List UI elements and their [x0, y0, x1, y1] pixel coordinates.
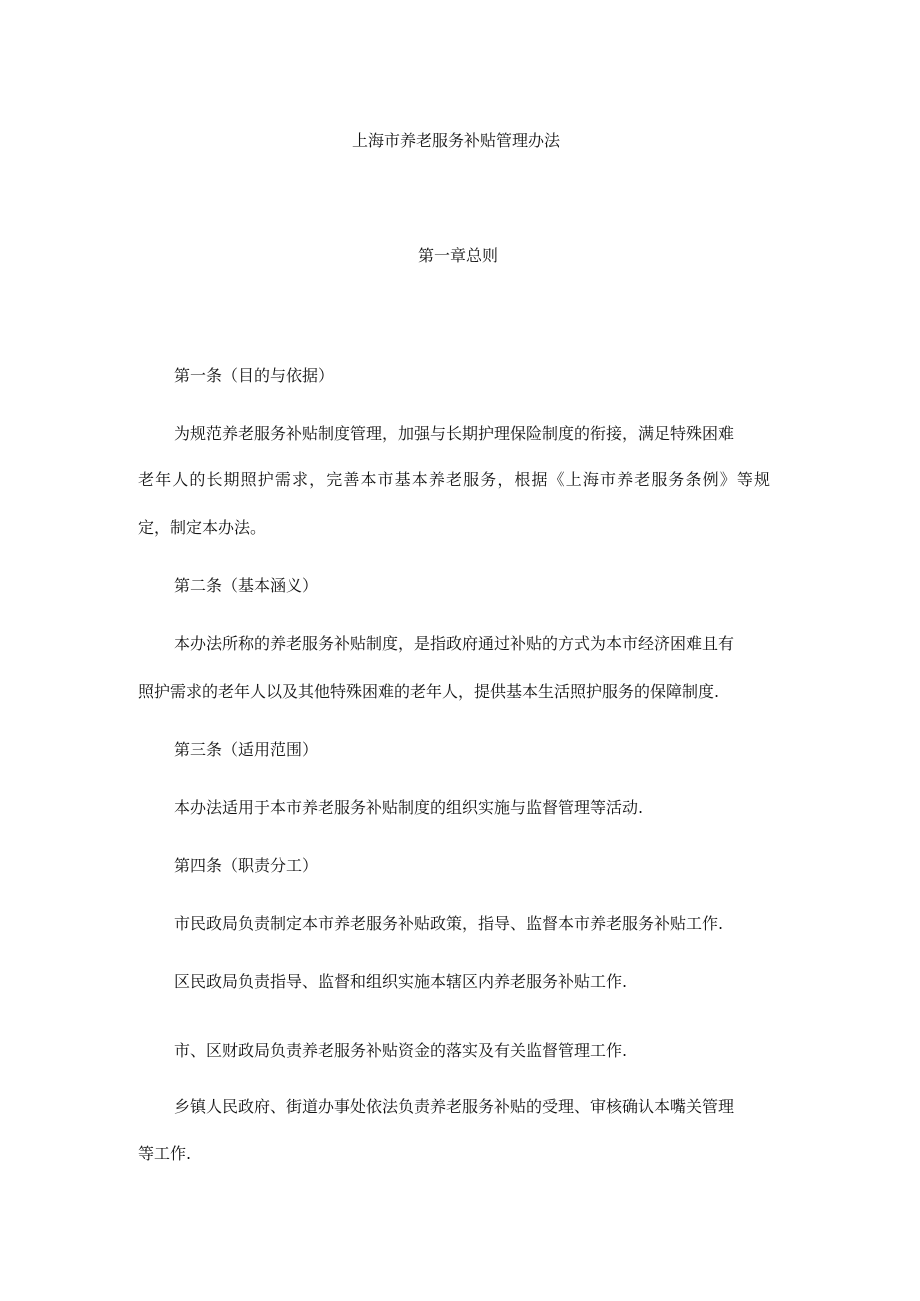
article-3-text: 本办法适用于本市养老服务补贴制度的组织实施与监督管理等活动. — [174, 798, 644, 817]
article-4-text-1: 市民政局负责制定本市养老服务补贴政策，指导、监督本市养老服务补贴工作. — [174, 914, 724, 933]
article-4-text-4-line-1: 乡镇人民政府、街道办事处依法负责养老服务补贴的受理、审核确认本嘴关管理 — [174, 1097, 735, 1116]
article-4-text-3: 市、区财政局负责养老服务补贴资金的落实及有关监督管理工作. — [174, 1041, 628, 1060]
article-2-text-line-2: 照护需求的老年人以及其他特殊困难的老年人，提供基本生活照护服务的保障制度. — [138, 682, 720, 701]
document-title: 上海市养老服务补贴管理办法 — [351, 131, 560, 150]
article-1-text-line-3: 定，制定本办法。 — [138, 518, 267, 537]
article-4-text-2: 区民政局负责指导、监督和组织实施本辖区内养老服务补贴工作. — [174, 972, 628, 991]
article-2-heading: 第二条（基本涵义） — [174, 576, 319, 595]
article-2-text-line-1: 本办法所称的养老服务补贴制度，是指政府通过补贴的方式为本市经济困难且有 — [174, 634, 735, 653]
chapter-heading: 第一章总则 — [417, 246, 498, 265]
article-1-text-line-1: 为规范养老服务补贴制度管理，加强与长期护理保险制度的衔接，满足特殊困难 — [174, 424, 735, 443]
article-3-heading: 第三条（适用范围） — [174, 740, 319, 759]
article-4-heading: 第四条（职责分工） — [174, 856, 319, 875]
article-4-text-4-line-2: 等工作. — [138, 1144, 192, 1163]
article-1-text-line-2: 老年人的长期照护需求，完善本市基本养老服务，根据《上海市养老服务条例》等规 — [138, 470, 770, 489]
article-1-heading: 第一条（目的与依据） — [174, 366, 335, 385]
